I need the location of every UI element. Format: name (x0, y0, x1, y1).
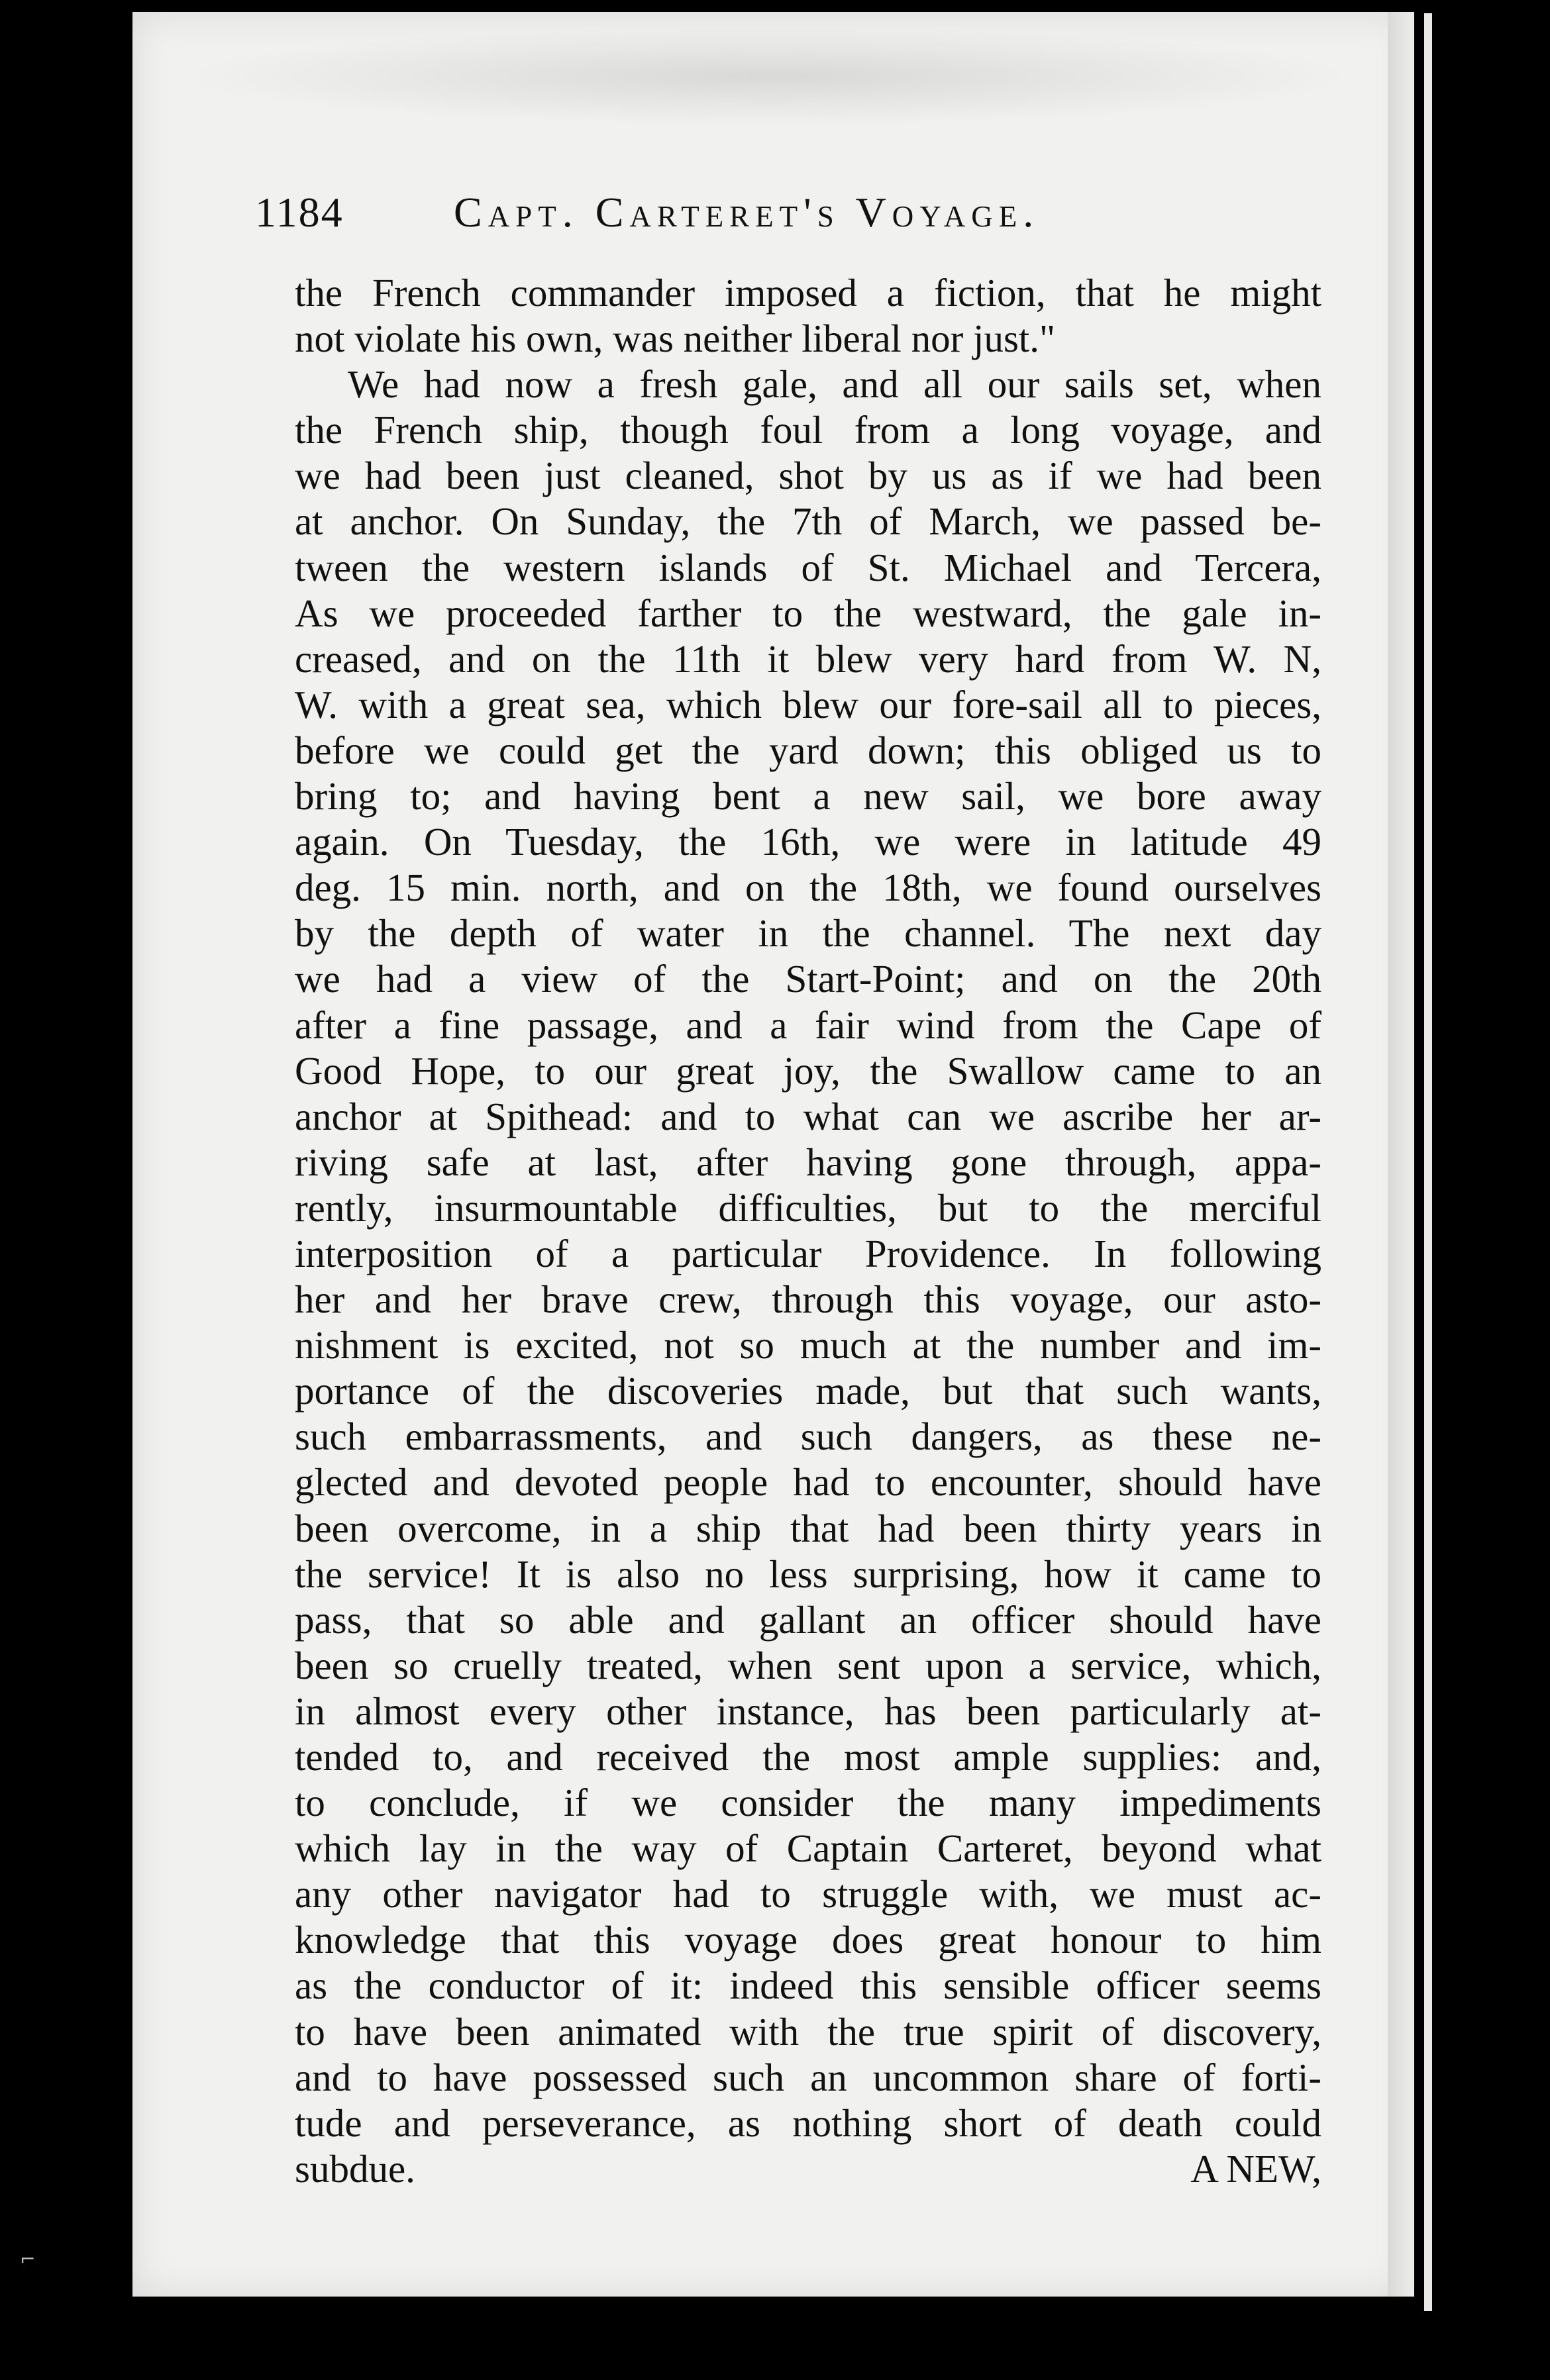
text-line: portance of the discoveries made, but that such wants, (295, 1369, 1321, 1413)
text-line: which lay in the way of Captain Carteret, beyond what (295, 1826, 1321, 1871)
text-line: subdue. (295, 2146, 415, 2191)
margin-mark: ⌐ (20, 2248, 36, 2270)
text-line: again. On Tuesday, the 16th, we were in latitude 49 (295, 820, 1321, 864)
catchword: A NEW, (1190, 2146, 1321, 2191)
text-line: we had been just cleaned, shot by us as if we had been (295, 454, 1321, 498)
text-line: such embarrassments, and such dangers, as these ne- (295, 1414, 1321, 1459)
text-line: any other navigator had to struggle with, we must ac- (295, 1872, 1321, 1916)
text-line: at anchor. On Sunday, the 7th of March, we passed be- (295, 499, 1321, 544)
text-line: we had a view of the Start-Point; and on the 20th (295, 957, 1321, 1001)
text-line: tween the western islands of St. Michael and Tercera, (295, 545, 1321, 589)
text-line: after a fine passage, and a fair wind from the Cape of (295, 1003, 1321, 1047)
text-line: deg. 15 min. north, and on the 18th, we found ourselves (295, 866, 1321, 910)
page-edge (1388, 12, 1414, 2297)
text-line: We had now a fresh gale, and all our sails set, when (348, 362, 1321, 407)
ink-smudge (179, 26, 1358, 126)
text-line: and to have possessed such an uncommon share of forti- (295, 2055, 1321, 2099)
text-line: in almost every other instance, has been particularly at- (295, 1689, 1321, 1733)
text-line: tended to, and received the most ample supplies: and, (295, 1735, 1321, 1779)
text-line: by the depth of water in the channel. The next day (295, 911, 1321, 956)
text-line: rently, insurmountable difficulties, but to the merciful (295, 1185, 1321, 1230)
final-line-row (295, 2146, 1321, 2192)
page-number: 1184 (255, 189, 344, 236)
body-text (295, 270, 1321, 2192)
text-line: glected and devoted people had to encounter, should have (295, 1460, 1321, 1505)
text-line: knowledge that this voyage does great honour to him (295, 1918, 1321, 1962)
text-line: the French commander imposed a fiction, that he might (295, 271, 1321, 315)
text-line: nishment is excited, not so much at the number and im- (295, 1323, 1321, 1367)
running-title: Capt. Carteret's Voyage. (454, 189, 1040, 236)
text-line: her and her brave crew, through this voyage, our asto- (295, 1277, 1321, 1322)
text-line: to conclude, if we consider the many impediments (295, 1781, 1321, 1825)
text-line: tude and perseverance, as nothing short of death could (295, 2101, 1321, 2145)
text-line: W. with a great sea, which blew our fore-sail all to pieces, (295, 682, 1321, 726)
text-line: the French ship, though foul from a long voyage, and (295, 408, 1321, 452)
text-line: before we could get the yard down; this obliged us to (295, 728, 1321, 772)
text-line: As we proceeded farther to the westward, the gale in- (295, 591, 1321, 635)
text-line: as the conductor of it: indeed this sensible officer seems (295, 1963, 1321, 2008)
text-line: the service! It is also no less surprising, how it came to (295, 1552, 1321, 1596)
text-line: anchor at Spithead: and to what can we ascribe her ar- (295, 1094, 1321, 1138)
text-line: interposition of a particular Providence. In following (295, 1231, 1321, 1275)
text-line: creased, and on the 11th it blew very hard from W. N, (295, 636, 1321, 681)
text-line: been so cruelly treated, when sent upon a service, which, (295, 1643, 1321, 1687)
text-line: pass, that so able and gallant an officer should have (295, 1597, 1321, 1642)
text-line: not violate his own, was neither liberal nor just." (295, 317, 1056, 361)
text-line: bring to; and having bent a new sail, we bore away (295, 774, 1321, 818)
text-line: Good Hope, to our great joy, the Swallow came to an (295, 1048, 1321, 1093)
binding-spine (1424, 13, 1432, 2311)
running-header (255, 179, 1315, 258)
text-line: riving safe at last, after having gone through, appa- (295, 1140, 1321, 1184)
text-line: to have been animated with the true spirit of discovery, (295, 2009, 1321, 2054)
text-line: been overcome, in a ship that had been thirty years in (295, 1506, 1321, 1550)
